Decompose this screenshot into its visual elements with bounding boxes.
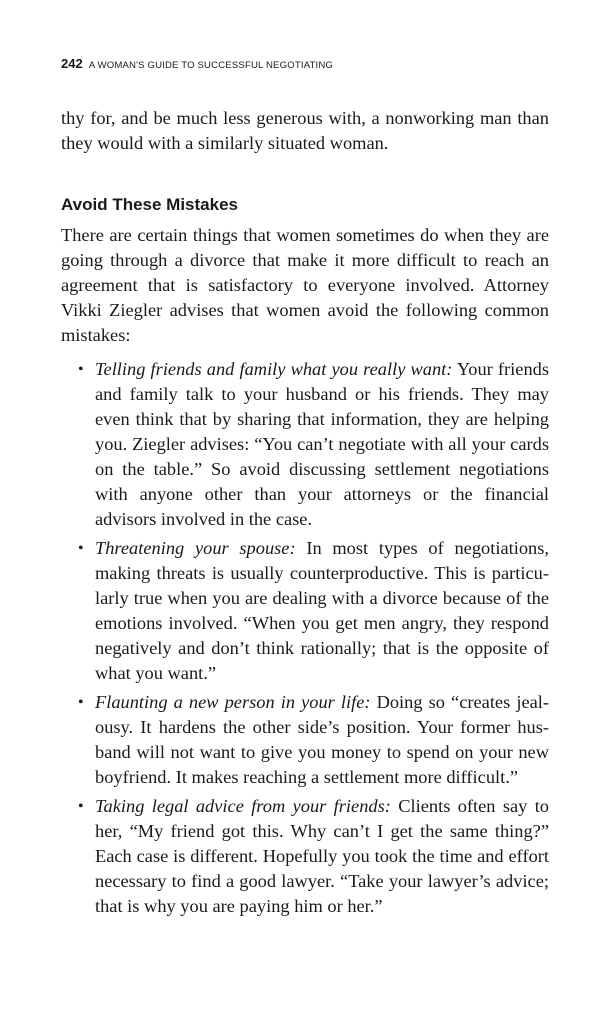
mistake-term: Taking legal advice from your friends: [95,796,391,816]
mistake-description: In most types of negotiations, making threats is usually counterproductive. This is particularly true when you are dealing with a divorce because of the emotions involved. “When you get men angry, they respond negatively and don’t think rationally; that is the opposite of what you want.” [95,538,549,683]
bullet-icon: • [78,694,84,711]
mistake-description: Clients often say to her, “My friend got this. Why can’t I get the same thing?” Each case is different. Hopefully you took the time and effort necessary to find a good lawyer. “Take your lawyer’s advice; that is why you are paying him or her.” [95,796,549,916]
bullet-icon: • [78,361,84,378]
page-number: 242 [61,56,83,71]
mistake-term: Telling friends and family what you really want: [95,359,453,379]
bullet-icon: • [78,540,84,557]
mistake-description: Your friends and family talk to your husband or his friends. They may even think that by sharing that information, they are helping you. Ziegler advises: “You can’t negotiate with all your cards on the table.” So avoid discussing settlement negotiations with anyone other than your attorneys or the financial advisors involved in the case. [95,359,549,529]
book-title: A WOMAN'S GUIDE TO SUCCESSFUL NEGOTIATING [88,60,334,71]
intro-paragraph-block [61,223,549,348]
section-heading: Avoid These Mistakes [61,195,238,214]
continuation-paragraph-block [61,106,549,156]
bullet-icon: • [78,798,84,815]
mistake-term: Flaunting a new person in your life: [95,692,371,712]
continuation-paragraph: thy for, and be much less generous with, a nonworking man than they would with a similarly situated woman. [61,108,549,153]
mistake-description: Doing so “creates jealousy. It hardens the other side’s position. Your former husband will not want to give you money to spend on your new boyfriend. It makes reaching a settlement more difficult.” [95,692,549,787]
mistakes-list [61,357,549,923]
running-header [61,55,333,73]
intro-paragraph: There are certain things that women sometimes do when they are going through a divorce that make it more difficult to reach an agreement that is satisfactory to everyone involved. Attorney Vikki Ziegler advises that women avoid the following common mistakes: [61,225,549,345]
mistake-term: Threatening your spouse: [95,538,296,558]
list-item [61,794,549,919]
list-item [61,536,549,686]
list-item [61,357,549,532]
list-item [61,690,549,790]
